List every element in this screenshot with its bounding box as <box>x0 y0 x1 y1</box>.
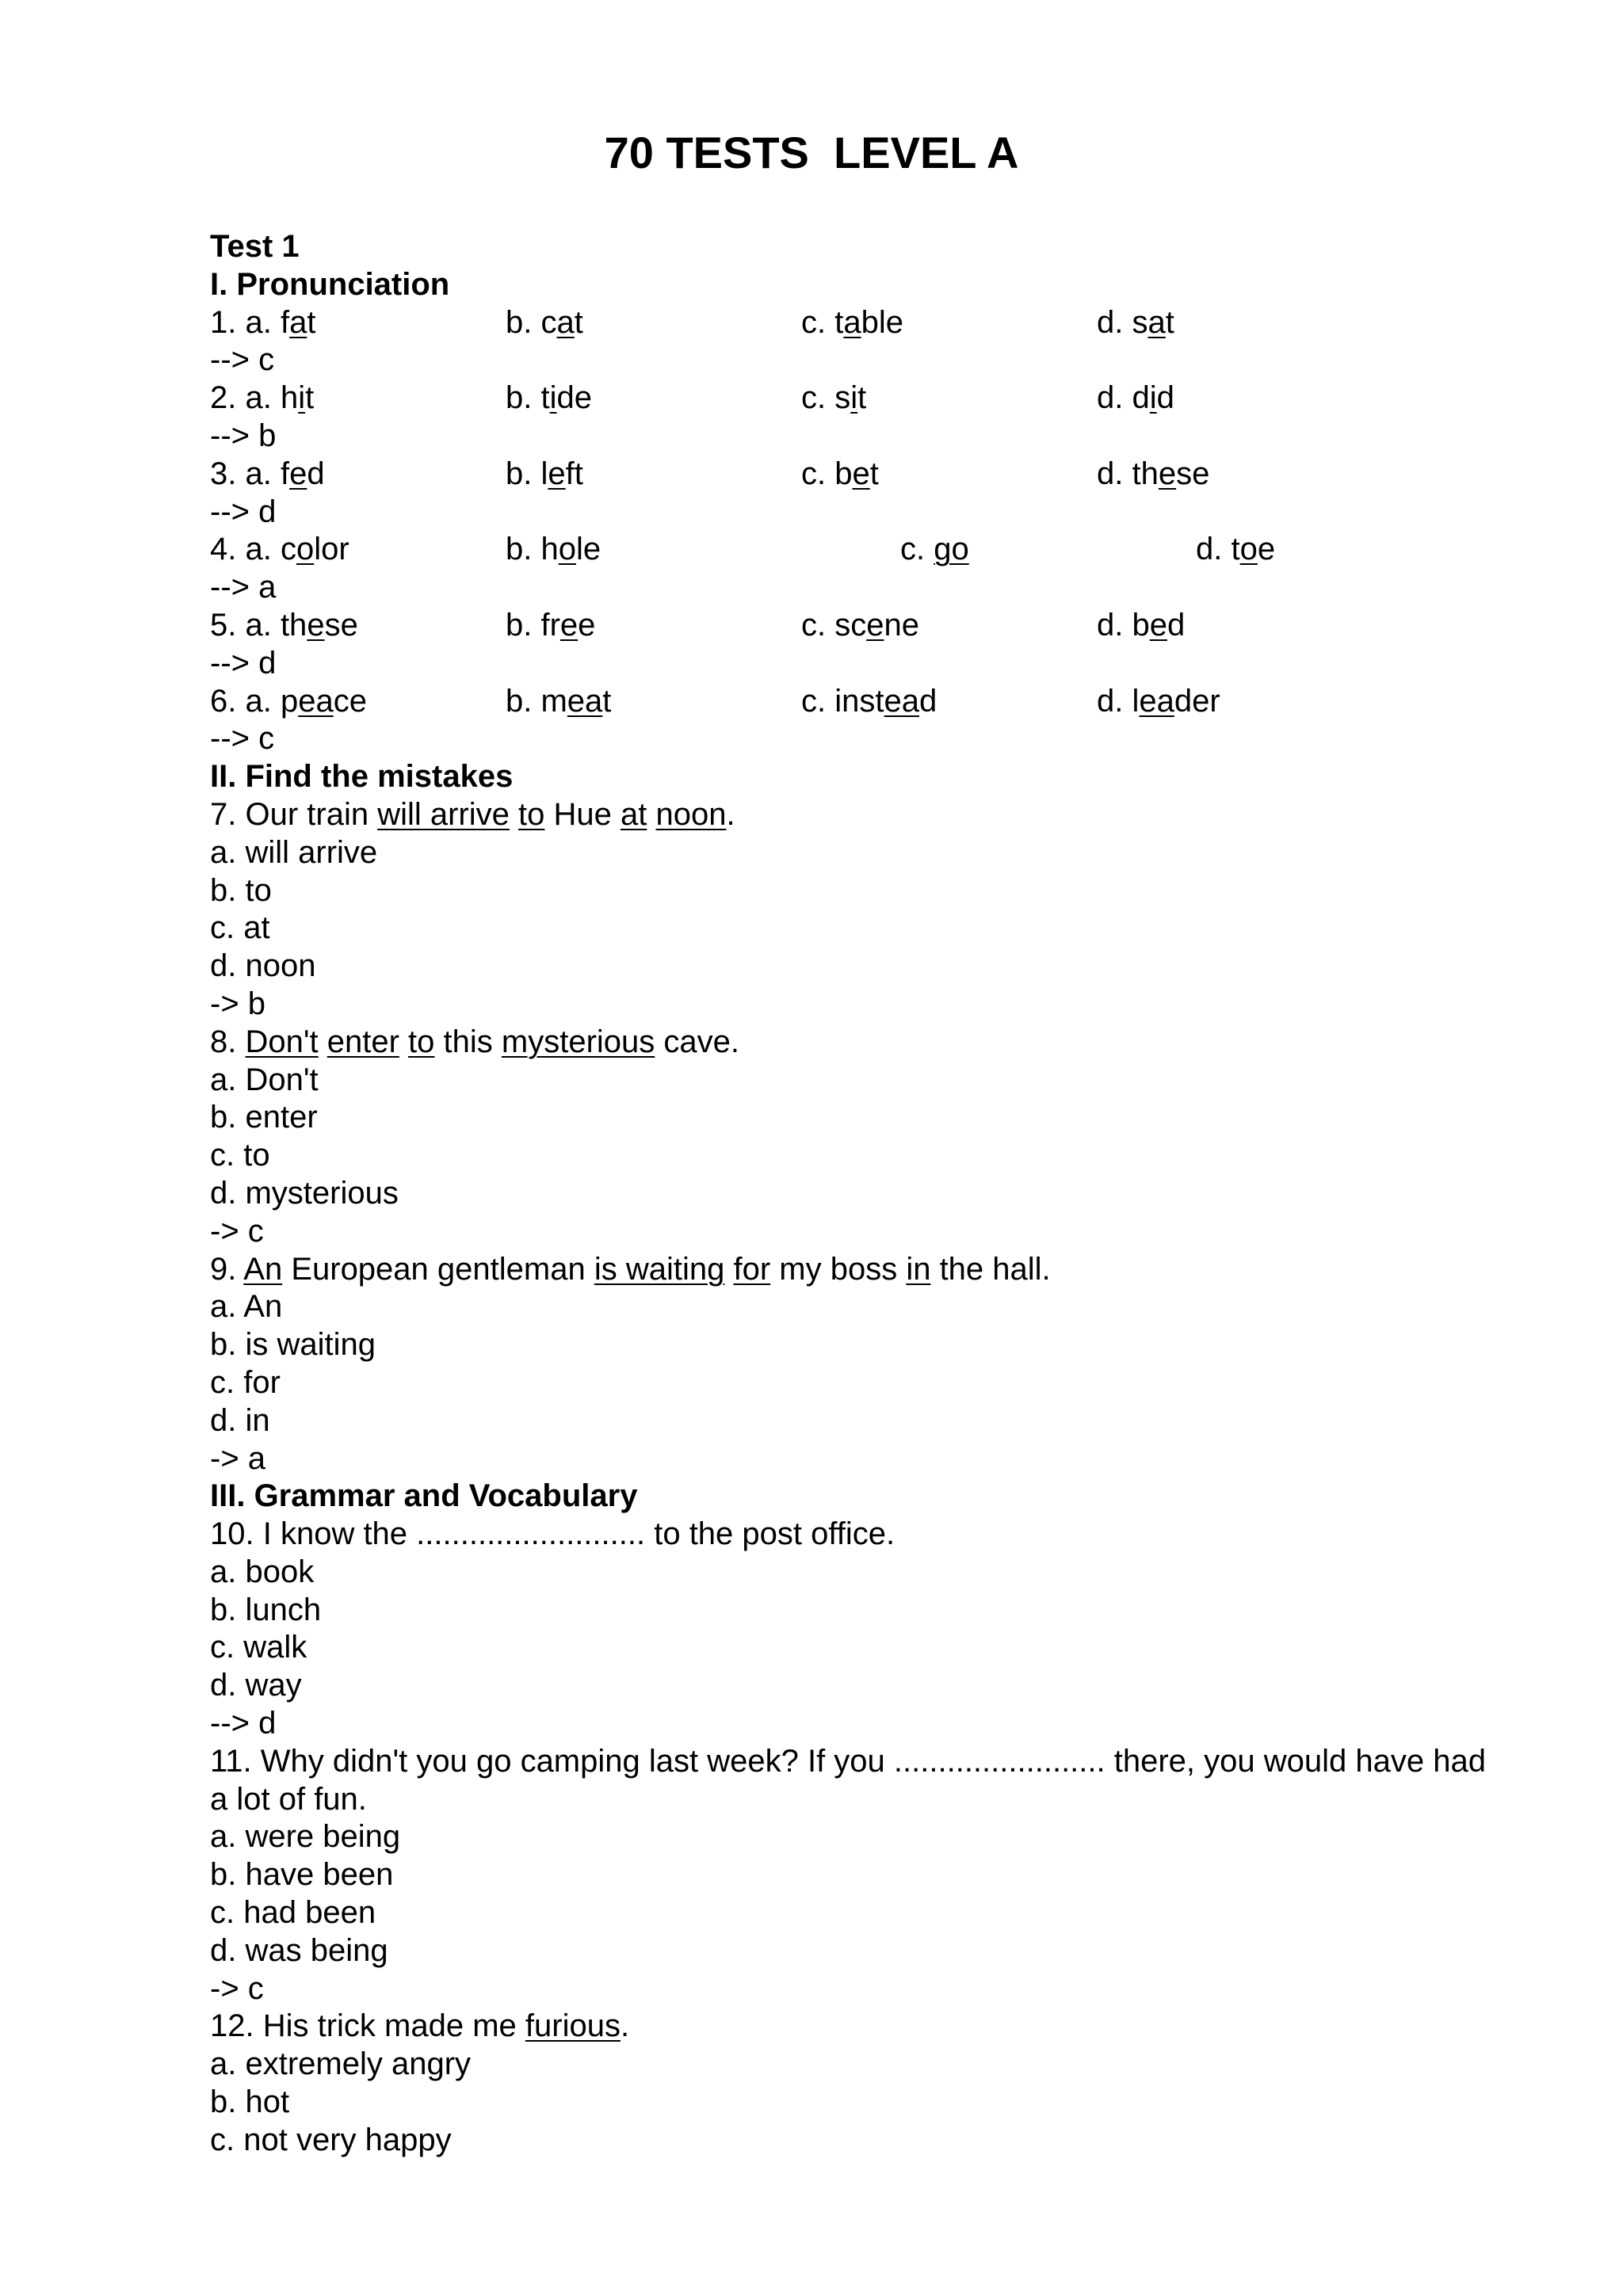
text-part: 8. <box>210 1024 246 1059</box>
pronunciation-option <box>506 379 592 418</box>
underlined-part: for <box>733 1251 771 1287</box>
text-part: c. b <box>801 456 853 491</box>
answer-choice: c. at <box>210 910 270 946</box>
pronunciation-option <box>506 531 601 569</box>
mistake-question <box>210 1024 1510 1062</box>
grammar-question <box>210 1516 1510 1554</box>
text-part: b. l <box>506 456 548 491</box>
answer-key: --> b <box>210 418 277 453</box>
text-part: d <box>1156 380 1174 416</box>
text-part: le <box>575 532 601 567</box>
pronunciation-option <box>1097 379 1174 418</box>
pronunciation-question <box>210 304 1510 342</box>
underlined-part: is waiting <box>594 1251 725 1287</box>
text-part <box>724 1252 733 1287</box>
answer-choice: b. have been <box>210 1857 394 1893</box>
text-part: my boss <box>770 1251 907 1287</box>
text-part: t <box>574 304 583 340</box>
text-part: 3. a. f <box>210 456 290 491</box>
answer-choice: d. mysterious <box>210 1175 399 1211</box>
underlined-sound: ea <box>884 683 919 719</box>
grammar-question <box>210 2008 1510 2046</box>
text-part: d. l <box>1097 683 1140 719</box>
text-part: European gentleman <box>282 1251 594 1287</box>
answer-choice: b. to <box>210 872 272 908</box>
answer-choice: a. were being <box>210 1819 401 1855</box>
pronunciation-option <box>506 304 583 342</box>
underlined-sound: o <box>296 532 315 567</box>
answer-key: --> c <box>210 721 275 757</box>
pronunciation-option <box>506 683 611 721</box>
answer-key: -> c <box>210 1970 264 2006</box>
underlined-sound: go <box>934 532 969 567</box>
text-part: d <box>1167 607 1186 643</box>
underlined-sound: e <box>1158 456 1177 491</box>
pronunciation-option <box>506 607 595 645</box>
underlined-sound: i <box>850 380 858 416</box>
pronunciation-question <box>210 607 1510 645</box>
answer-choice: a. book <box>210 1554 315 1589</box>
underlined-part: will arrive <box>377 796 510 832</box>
underlined-sound: o <box>1239 532 1258 567</box>
text-part: t <box>857 380 867 416</box>
mistake-question <box>210 796 1510 834</box>
answer-choice: c. walk <box>210 1630 307 1665</box>
answer-key: --> a <box>210 570 277 605</box>
pronunciation-option <box>210 531 349 569</box>
text-part: cave. <box>655 1024 739 1059</box>
test-content <box>210 228 1510 2160</box>
pronunciation-question <box>210 683 1510 721</box>
underlined-sound: a <box>1148 304 1166 340</box>
answer-choice: c. had been <box>210 1895 376 1931</box>
text-part: se <box>324 607 358 643</box>
text-part: 9. <box>210 1251 244 1287</box>
underlined-part: to <box>518 796 545 832</box>
underlined-part: enter <box>327 1024 399 1059</box>
answer-key: --> d <box>210 1706 277 1741</box>
answer-choice: b. lunch <box>210 1592 322 1627</box>
grammar-question <box>210 1743 1510 1819</box>
text-part: b. h <box>506 532 559 567</box>
text-part <box>319 1024 327 1059</box>
text-part <box>399 1024 408 1059</box>
underlined-sound: e <box>307 607 325 643</box>
text-part: t <box>869 456 879 491</box>
text-part: d. th <box>1097 456 1159 491</box>
answer-key: -> a <box>210 1440 266 1476</box>
text-part: 5. a. th <box>210 607 307 643</box>
answer-choice: d. was being <box>210 1932 388 1968</box>
pronunciation-option <box>801 304 903 342</box>
underlined-sound: i <box>549 380 557 416</box>
pronunciation-option <box>1097 683 1220 721</box>
answer-choice: c. for <box>210 1364 281 1400</box>
text-part: t <box>1165 304 1174 340</box>
text-part: 10. I know the .......................... to the post office. <box>210 1516 896 1552</box>
text-part: lor <box>314 532 349 567</box>
pronunciation-option <box>210 683 367 721</box>
answer-choice: d. noon <box>210 948 316 984</box>
text-part: c. <box>900 532 934 567</box>
underlined-sound: e <box>289 456 307 491</box>
underlined-sound: e <box>559 607 579 643</box>
underlined-part: furious <box>525 2008 621 2044</box>
pronunciation-question <box>210 379 1510 418</box>
text-part: 7. Our train <box>210 796 378 832</box>
text-part <box>510 797 518 832</box>
text-part: d. d <box>1097 380 1150 416</box>
text-part: . <box>620 2008 630 2044</box>
pronunciation-option <box>801 607 919 645</box>
answer-choice: a. will arrive <box>210 834 378 870</box>
pronunciation-option <box>801 456 879 494</box>
underlined-sound: ea <box>1139 683 1174 719</box>
pronunciation-option <box>1097 607 1185 645</box>
answer-key: -> b <box>210 986 266 1021</box>
text-part: se <box>1176 456 1210 491</box>
underlined-sound: i <box>1149 380 1157 416</box>
text-part: 6. a. p <box>210 683 299 719</box>
answer-choice: c. to <box>210 1138 270 1173</box>
text-part: d. s <box>1097 304 1148 340</box>
text-part: 12. His trick made me <box>210 2008 525 2044</box>
underlined-part: to <box>408 1024 435 1059</box>
answer-choice: a. extremely angry <box>210 2046 472 2082</box>
text-part: ce <box>333 683 367 719</box>
answer-choice: b. enter <box>210 1100 318 1135</box>
test-heading: Test 1 <box>210 229 300 264</box>
answer-choice: b. hot <box>210 2084 290 2120</box>
underlined-sound: a <box>556 304 575 340</box>
pronunciation-option <box>1097 456 1209 494</box>
pronunciation-option <box>801 379 866 418</box>
pronunciation-option <box>506 456 583 494</box>
pronunciation-option <box>210 607 358 645</box>
underlined-sound: e <box>866 607 884 643</box>
pronunciation-option <box>210 304 315 342</box>
underlined-part: Don't <box>245 1024 319 1059</box>
text-part: 4. a. c <box>210 532 296 567</box>
text-part <box>647 797 655 832</box>
text-part: ft <box>565 456 583 491</box>
answer-key: --> d <box>210 645 277 681</box>
pronunciation-option <box>1196 531 1275 569</box>
text-part: c. inst <box>801 683 884 719</box>
underlined-part: at <box>620 796 647 832</box>
text-part: 1. a. f <box>210 304 290 340</box>
text-part: d. t <box>1196 532 1240 567</box>
underlined-part: noon <box>655 796 727 832</box>
text-part: 11. Why didn't you go camping last week? If you ........................ there, you would have had a lot of fun. <box>210 1743 1486 1817</box>
underlined-sound: e <box>1149 607 1167 643</box>
text-part: t <box>602 683 612 719</box>
pronunciation-option <box>210 379 314 418</box>
text-part: c. sc <box>801 607 867 643</box>
answer-choice: d. way <box>210 1668 302 1703</box>
section-heading-grammar: III. Grammar and Vocabulary <box>210 1478 638 1514</box>
text-part: e <box>578 607 596 643</box>
text-part: the hall. <box>930 1251 1051 1287</box>
mistake-question <box>210 1251 1510 1289</box>
answer-key: --> d <box>210 494 277 529</box>
pronunciation-option <box>801 683 937 721</box>
answer-choice: c. not very happy <box>210 2122 452 2157</box>
text-part: b. t <box>506 380 550 416</box>
text-part: de <box>556 380 592 416</box>
text-part: d <box>918 683 938 719</box>
text-part: c. s <box>801 380 851 416</box>
underlined-sound: ea <box>567 683 603 719</box>
text-part: t <box>307 304 316 340</box>
answer-choice: b. is waiting <box>210 1327 376 1363</box>
underlined-sound: a <box>843 304 861 340</box>
pronunciation-option <box>210 456 325 494</box>
text-part: b. m <box>506 683 567 719</box>
text-part: d <box>307 456 325 491</box>
text-part: ne <box>884 607 919 643</box>
answer-choice: d. in <box>210 1402 270 1438</box>
underlined-part: An <box>243 1251 283 1287</box>
answer-choice: a. Don't <box>210 1062 319 1097</box>
text-part: . <box>726 796 735 832</box>
section-heading-pronunciation: I. Pronunciation <box>210 266 450 302</box>
text-part: Hue <box>544 796 621 832</box>
section-heading-mistakes: II. Find the mistakes <box>210 759 514 795</box>
text-part: e <box>1257 532 1276 567</box>
text-part: b. fr <box>506 607 560 643</box>
text-part: t <box>305 380 315 416</box>
underlined-part: in <box>906 1251 931 1287</box>
underlined-sound: o <box>558 532 576 567</box>
pronunciation-question <box>210 531 1510 569</box>
text-part: this <box>434 1024 502 1059</box>
underlined-sound: e <box>548 456 566 491</box>
pronunciation-question <box>210 456 1510 494</box>
underlined-part: mysterious <box>501 1024 655 1059</box>
pronunciation-option <box>1097 304 1174 342</box>
answer-choice: a. An <box>210 1289 283 1325</box>
text-part: d. b <box>1097 607 1150 643</box>
document-title: 70 TESTS LEVEL A <box>604 128 1019 177</box>
text-part: ble <box>861 304 903 340</box>
underlined-sound: e <box>852 456 870 491</box>
text-part: 2. a. h <box>210 380 299 416</box>
underlined-sound: a <box>289 304 307 340</box>
answer-key: --> c <box>210 342 275 378</box>
underlined-sound: i <box>298 380 306 416</box>
text-part: c. t <box>801 304 844 340</box>
answer-key: -> c <box>210 1213 264 1249</box>
underlined-sound: ea <box>298 683 334 719</box>
pronunciation-option <box>900 531 969 569</box>
text-part: b. c <box>506 304 557 340</box>
text-part: der <box>1174 683 1220 719</box>
